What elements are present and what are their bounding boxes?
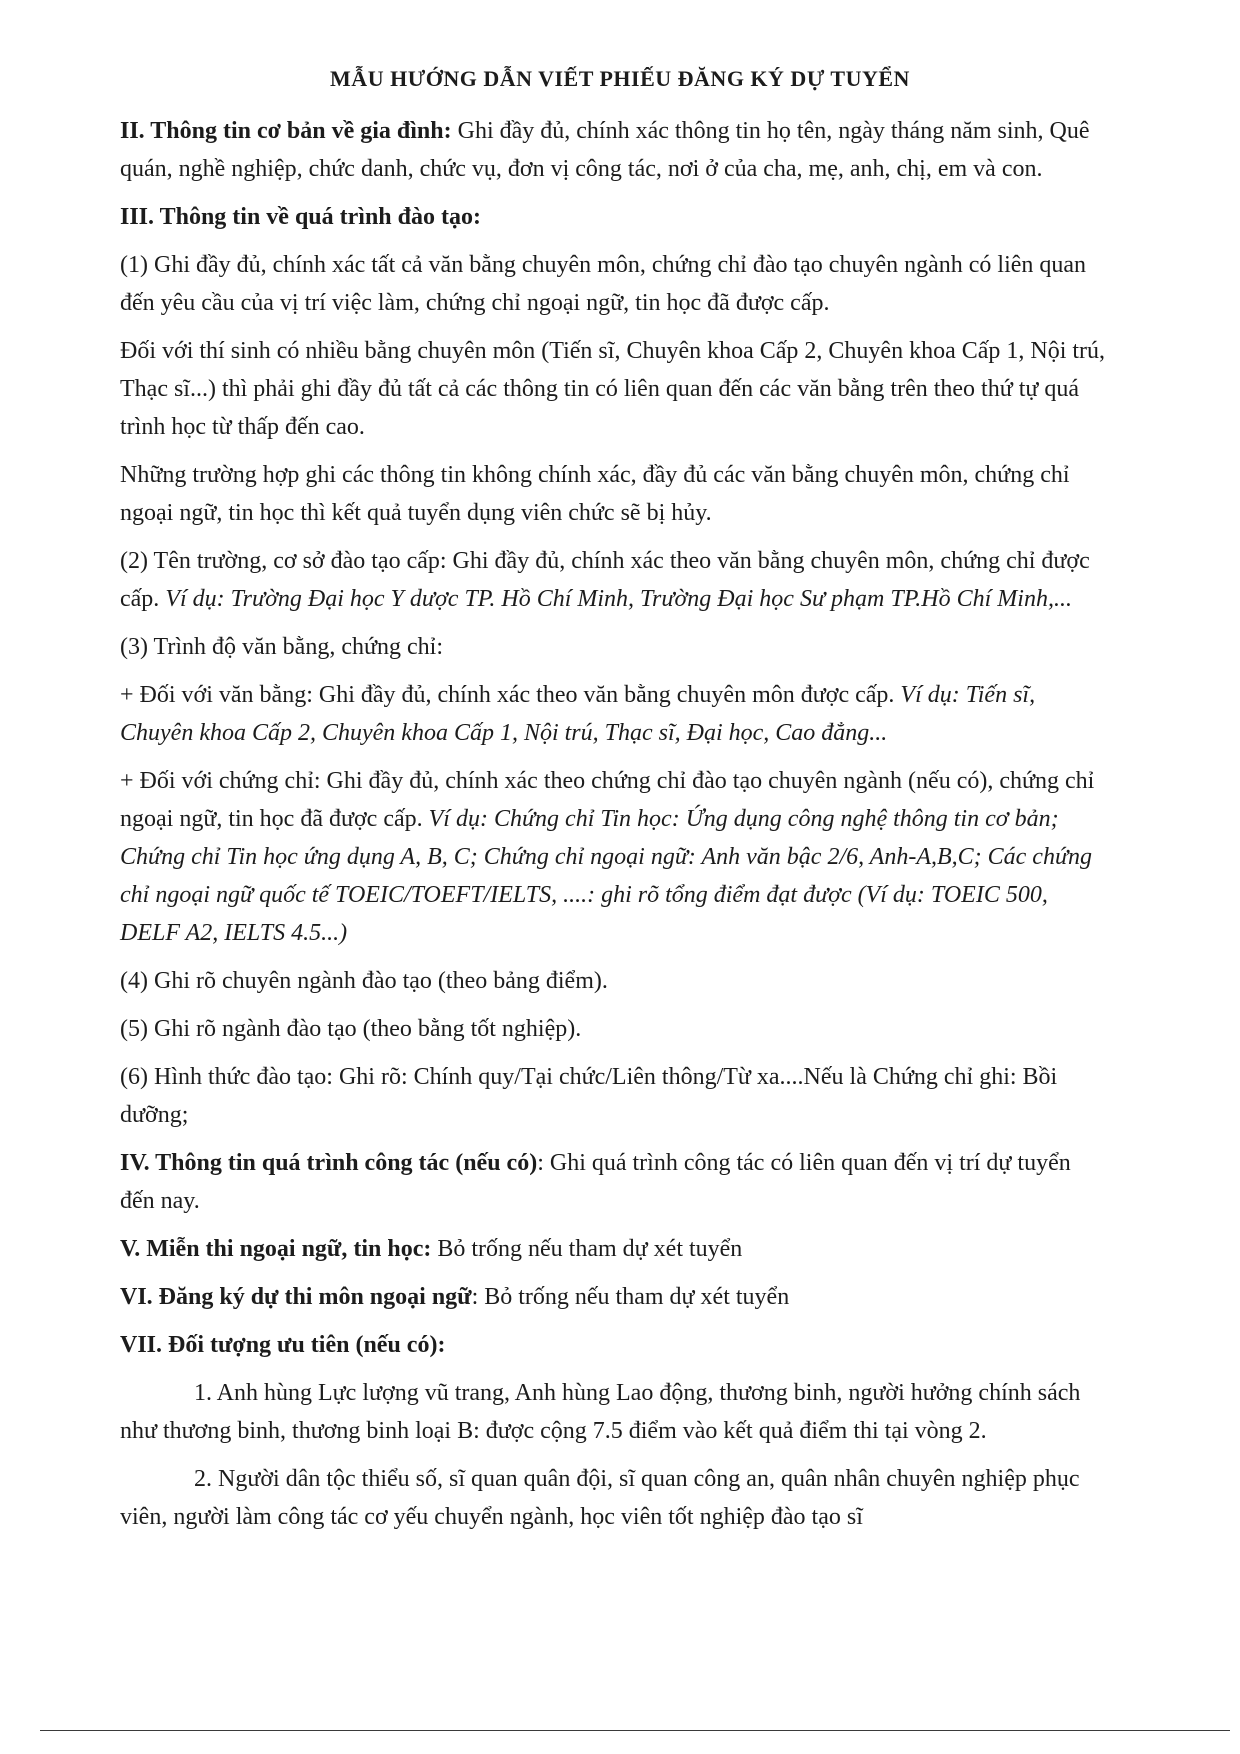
section-4	[120, 1144, 1110, 1220]
section-7-heading-text: VII. Đối tượng ưu tiên (nếu có):	[120, 1332, 446, 1358]
school-instruction-text: (2) Tên trường, cơ sở đào tạo cấp: Ghi đầy đủ, chính xác theo văn bằng chuyên môn, chứng chỉ được cấp.	[120, 548, 1090, 612]
section-3-paragraph-10: (6) Hình thức đào tạo: Ghi rõ: Chính quy/Tại chức/Liên thông/Từ xa....Nếu là Chứng chỉ ghi: Bồi dưỡng;	[120, 1064, 1058, 1128]
section-5-heading: V. Miễn thi ngoại ngữ, tin học:	[120, 1236, 432, 1262]
certificate-instruction-text: + Đối với chứng chỉ: Ghi đầy đủ, chính xác theo chứng chỉ đào tạo chuyên ngành (nếu có), chứng chỉ ngoại ngữ, tin học đã được cấp.	[120, 768, 1095, 832]
section-3-heading-text: III. Thông tin về quá trình đào tạo:	[120, 204, 481, 230]
section-5	[120, 1230, 1110, 1268]
section-3-paragraph-3: Những trường hợp ghi các thông tin không chính xác, đầy đủ các văn bằng chuyên môn, chứng chỉ ngoại ngữ, tin học thì kết quả tuyển dụng viên chức sẽ bị hủy.	[120, 462, 1070, 526]
section-2	[120, 112, 1110, 188]
bottom-divider	[40, 1730, 1230, 1731]
section-6	[120, 1278, 1110, 1316]
section-3-paragraph-2: Đối với thí sinh có nhiều bằng chuyên môn (Tiến sĩ, Chuyên khoa Cấp 2, Chuyên khoa Cấp 1, Nội trú, Thạc sĩ...) thì phải ghi đầy đủ tất cả các thông tin có liên quan đến các văn bằng trên theo thứ tự quá trình học từ thấp đến cao.	[120, 338, 1106, 440]
section-3-paragraph-5: (3) Trình độ văn bằng, chứng chỉ:	[120, 634, 443, 660]
section-4-heading: IV. Thông tin quá trình công tác (nếu có)	[120, 1150, 538, 1176]
certificate-example: Ví dụ: Chứng chỉ Tin học: Ứng dụng công nghệ thông tin cơ bản; Chứng chỉ Tin học ứng dụng A, B, C; Chứng chỉ ngoại ngữ: Anh văn bậc 2/6, Anh-A,B,C; Các chứng chỉ ngoại ngữ quốc tế TOEIC/TOEFT/IELTS, ....: ghi rõ tổng điểm đạt được (Ví dụ: TOEIC 500, DELF A2, IELTS 4.5...)	[120, 806, 1093, 946]
section-6-heading: VI. Đăng ký dự thi môn ngoại ngữ	[120, 1284, 472, 1310]
section-2-text: Ghi đầy đủ, chính xác thông tin họ tên, ngày tháng năm sinh, Quê quán, nghề nghiệp, chức danh, chức vụ, đơn vị công tác, nơi ở của cha, mẹ, anh, chị, em và con.	[120, 118, 1090, 182]
section-3-paragraph-9: (5) Ghi rõ ngành đào tạo (theo bằng tốt nghiệp).	[120, 1016, 582, 1042]
section-7-heading	[120, 1326, 1110, 1364]
section-5-text: Bỏ trống nếu tham dự xét tuyển	[431, 1236, 743, 1262]
priority-item-2: 2. Người dân tộc thiểu số, sĩ quan quân đội, sĩ quan công an, quân nhân chuyên nghiệp phục viên, người làm công tác cơ yếu chuyển ngành, học viên tốt nghiệp đào tạo sĩ	[120, 1466, 1080, 1530]
section-3-paragraph-4	[120, 542, 1110, 618]
section-3-paragraph-7	[120, 762, 1110, 952]
priority-item-1: 1. Anh hùng Lực lượng vũ trang, Anh hùng Lao động, thương binh, người hưởng chính sách như thương binh, thương binh loại B: được cộng 7.5 điểm vào kết quả điểm thi tại vòng 2.	[120, 1380, 1081, 1444]
section-2-heading: II. Thông tin cơ bản về gia đình:	[120, 118, 452, 144]
document-body	[120, 112, 1110, 1546]
section-3-heading	[120, 198, 1110, 236]
document-title: MẪU HƯỚNG DẪN VIẾT PHIẾU ĐĂNG KÝ DỰ TUYỂN	[330, 66, 910, 91]
section-4-text: : Ghi quá trình công tác có liên quan đến vị trí dự tuyển đến nay.	[120, 1150, 1071, 1214]
section-6-text: : Bỏ trống nếu tham dự xét tuyển	[471, 1284, 790, 1310]
section-3-paragraph-1: (1) Ghi đầy đủ, chính xác tất cả văn bằng chuyên môn, chứng chỉ đào tạo chuyên ngành có liên quan đến yêu cầu của vị trí việc làm, chứng chỉ ngoại ngữ, tin học đã được cấp.	[120, 252, 1087, 316]
degree-instruction-text: + Đối với văn bằng: Ghi đầy đủ, chính xác theo văn bằng chuyên môn được cấp.	[120, 682, 901, 708]
degree-example: Ví dụ: Tiến sĩ, Chuyên khoa Cấp 2, Chuyên khoa Cấp 1, Nội trú, Thạc sĩ, Đại học, Cao đẳng...	[120, 682, 1036, 746]
section-3-paragraph-6	[120, 676, 1110, 752]
school-example: Ví dụ: Trường Đại học Y dược TP. Hồ Chí Minh, Trường Đại học Sư phạm TP.Hồ Chí Minh,...	[165, 586, 1072, 612]
section-3-paragraph-8: (4) Ghi rõ chuyên ngành đào tạo (theo bảng điểm).	[120, 968, 608, 994]
